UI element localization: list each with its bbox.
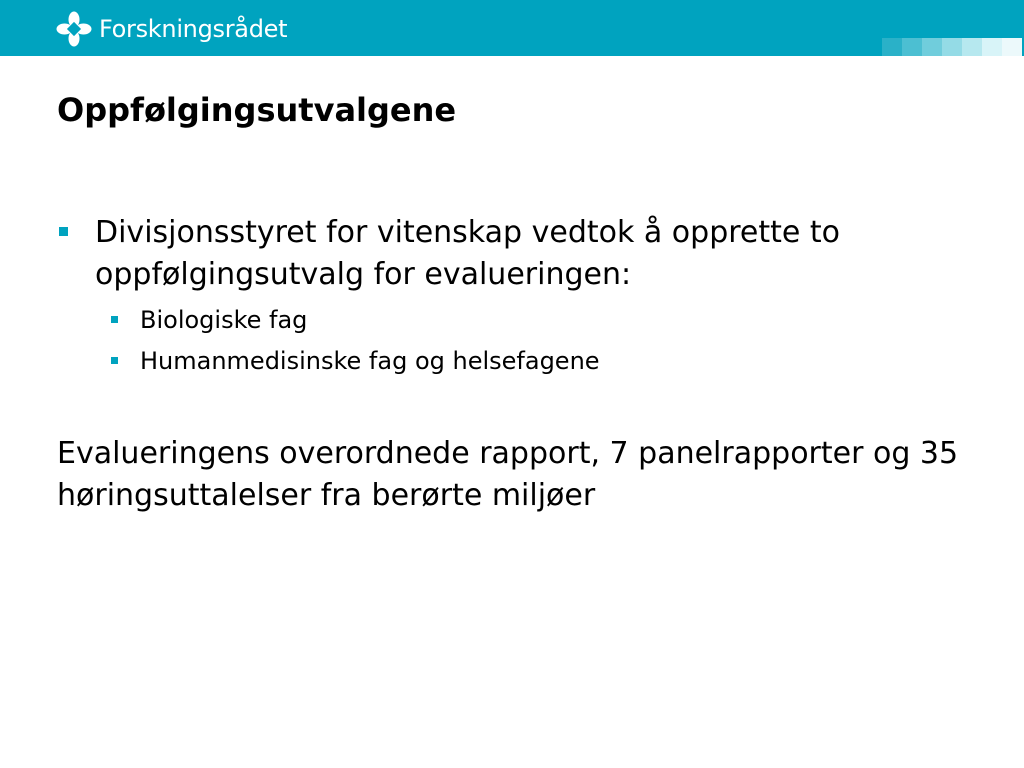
slide-title: Oppfølgingsutvalgene xyxy=(57,91,457,129)
bullet-list xyxy=(57,212,997,382)
body-paragraph: Evalueringens overordnede rapport, 7 panelrapporter og 35 høringsuttalelser fra berørte miljøer xyxy=(57,436,959,513)
logo-icon xyxy=(55,10,93,48)
sub-bullet-text: Biologiske fag xyxy=(140,306,308,334)
decor-square xyxy=(962,38,982,56)
decor-square xyxy=(882,38,902,56)
decor-square xyxy=(1002,38,1022,56)
decor-square xyxy=(902,38,922,56)
bullet-square-icon xyxy=(59,227,68,236)
sub-bullet-item xyxy=(57,300,997,341)
logo-text: Forskningsrådet xyxy=(99,15,288,43)
decor-square xyxy=(982,38,1002,56)
decorative-squares xyxy=(882,38,1024,56)
bullet-square-icon xyxy=(111,316,118,323)
decor-square xyxy=(942,38,962,56)
sub-bullet-item xyxy=(57,341,997,382)
bullet-text: Divisjonsstyret for vitenskap vedtok å opprette to oppfølgingsutvalg for evalueringen: xyxy=(95,215,841,292)
bullet-item xyxy=(57,212,997,296)
logo xyxy=(55,11,287,47)
header-bar xyxy=(0,0,1024,56)
sub-bullet-list xyxy=(57,300,997,382)
sub-bullet-text: Humanmedisinske fag og helsefagene xyxy=(140,347,600,375)
decor-square xyxy=(922,38,942,56)
bullet-square-icon xyxy=(111,357,118,364)
